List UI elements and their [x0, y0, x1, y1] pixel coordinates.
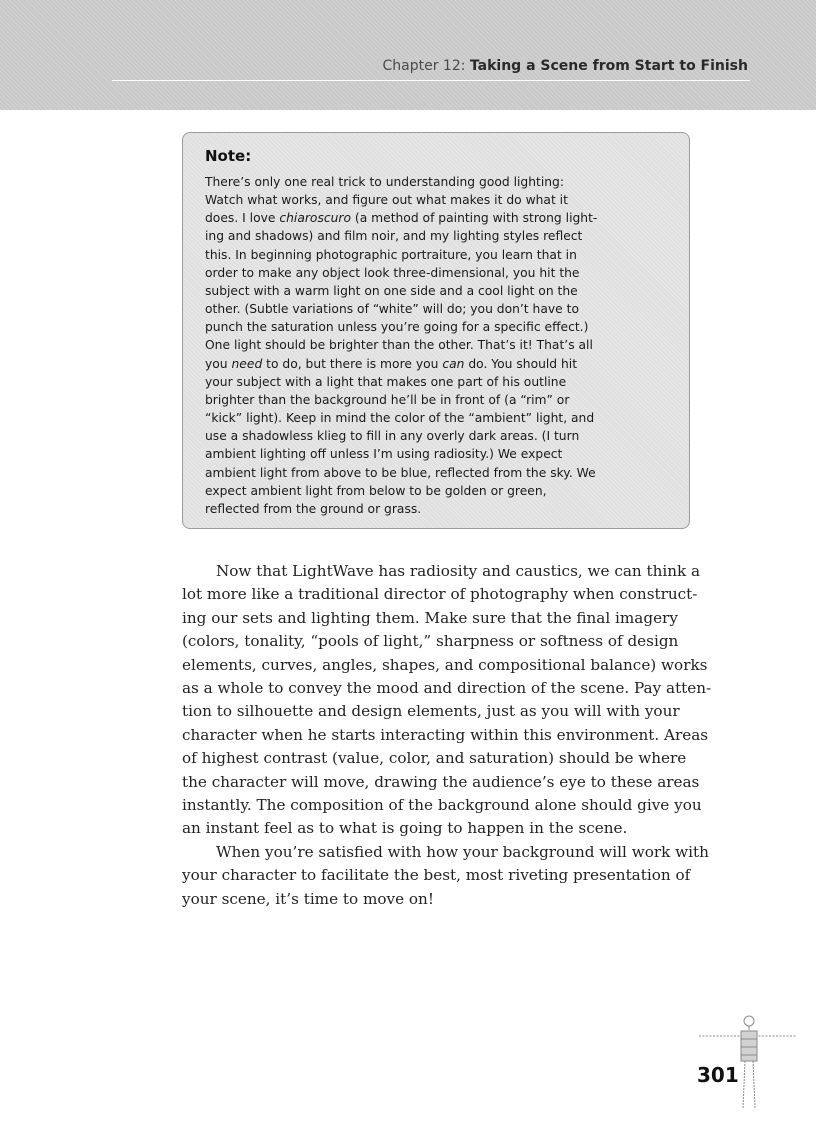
note-emphasis: need: [231, 356, 263, 371]
body-line: elements, curves, angles, shapes, and compositional balance) works: [182, 655, 708, 674]
note-text-segment: to do, but there is more you: [262, 356, 443, 371]
note-line: [205, 191, 597, 209]
note-text-segment: “kick” light). Keep in mind the color of the “ambient” light, and: [205, 411, 595, 426]
note-text-segment: punch the saturation unless you’re going for a specific effect.): [205, 320, 589, 335]
note-line: [205, 373, 597, 391]
note-text-segment: subject with a warm light on one side and a cool light on the: [205, 283, 578, 298]
note-text-segment: use a shadowless klieg to fill in any overly dark areas. (I turn: [205, 429, 580, 444]
note-text-segment: ambient light from above to be blue, reflected from the sky. We: [205, 465, 596, 480]
note-box: [182, 132, 690, 529]
note-line: [205, 227, 597, 245]
wireframe-figure-icon: [697, 1012, 797, 1112]
note-text-segment: do. You should hit: [464, 356, 578, 371]
body-line: the character will move, drawing the audience’s eye to these areas: [182, 772, 700, 791]
body-line: tion to silhouette and design elements, just as you will with your: [182, 702, 680, 721]
note-emphasis: can: [442, 356, 465, 371]
body-line: Now that LightWave has radiosity and caustics, we can think a: [216, 562, 701, 580]
body-line: character when he starts interacting within this environment. Areas: [182, 725, 709, 744]
note-text-segment: expect ambient light from below to be golden or green,: [205, 483, 547, 498]
body-text: [182, 560, 711, 911]
note-line: [205, 445, 597, 463]
note-title: Note:: [205, 147, 252, 165]
note-text-segment: order to make any object look three-dimensional, you hit the: [205, 265, 580, 280]
note-line: [205, 482, 597, 500]
note-line: [205, 300, 597, 318]
note-line: [205, 391, 597, 409]
note-line: [205, 209, 597, 227]
note-text-segment: (a method of painting with strong light-: [351, 211, 598, 226]
body-line: ing our sets and lighting them. Make sure that the final imagery: [182, 608, 678, 627]
note-line: [205, 464, 597, 482]
note-text-segment: does. I love: [205, 211, 280, 226]
header-band: [0, 0, 816, 110]
note-text-segment: this. In beginning photographic portraiture, you learn that in: [205, 247, 577, 262]
note-text-segment: ing and shadows) and film noir, and my lighting styles reflect: [205, 229, 583, 244]
body-line: instantly. The composition of the background alone should give you: [182, 796, 702, 815]
note-line: [205, 427, 597, 445]
note-line: [205, 355, 597, 373]
note-text-segment: One light should be brighter than the other. That’s it! That’s all: [205, 338, 593, 353]
page-number: 301: [697, 1063, 739, 1087]
note-line: [205, 282, 597, 300]
note-text-segment: reflected from the ground or grass.: [205, 501, 422, 516]
note-line: [205, 409, 597, 427]
note-text-segment: other. (Subtle variations of “white” will do; you don’t have to: [205, 302, 579, 317]
running-head: [382, 58, 748, 74]
note-line: [205, 173, 597, 191]
body-line: as a whole to convey the mood and direction of the scene. Pay atten-: [182, 679, 712, 698]
note-line: [205, 500, 597, 518]
body-line: (colors, tonality, “pools of light,” sharpness or softness of design: [182, 632, 679, 651]
body-line: your scene, it’s time to move on!: [182, 889, 434, 908]
note-line: [205, 318, 597, 336]
note-line: [205, 336, 597, 354]
note-line: [205, 246, 597, 264]
note-text-segment: brighter than the background he’ll be in front of (a “rim” or: [205, 392, 570, 407]
note-text-segment: your subject with a light that makes one part of his outline: [205, 374, 567, 389]
note-text-segment: Watch what works, and figure out what makes it do what it: [205, 193, 568, 208]
header-rule: [112, 80, 750, 81]
body-line: of highest contrast (value, color, and saturation) should be where: [182, 749, 687, 768]
note-text-segment: you: [205, 356, 232, 371]
note-text: [205, 173, 597, 518]
chapter-label: Chapter 12:: [382, 58, 466, 74]
body-line: an instant feel as to what is going to happen in the scene.: [182, 819, 628, 838]
note-emphasis: chiaroscuro: [279, 211, 351, 226]
note-text-segment: ambient lighting off unless I’m using radiosity.) We expect: [205, 447, 563, 462]
body-line: lot more like a traditional director of photography when construct-: [182, 585, 698, 604]
note-text-segment: There’s only one real trick to understanding good lighting:: [205, 175, 564, 189]
chapter-title: Taking a Scene from Start to Finish: [469, 58, 748, 74]
body-line: your character to facilitate the best, most riveting presentation of: [182, 866, 691, 885]
body-line: When you’re satisfied with how your background will work with: [216, 842, 709, 861]
note-line: [205, 264, 597, 282]
